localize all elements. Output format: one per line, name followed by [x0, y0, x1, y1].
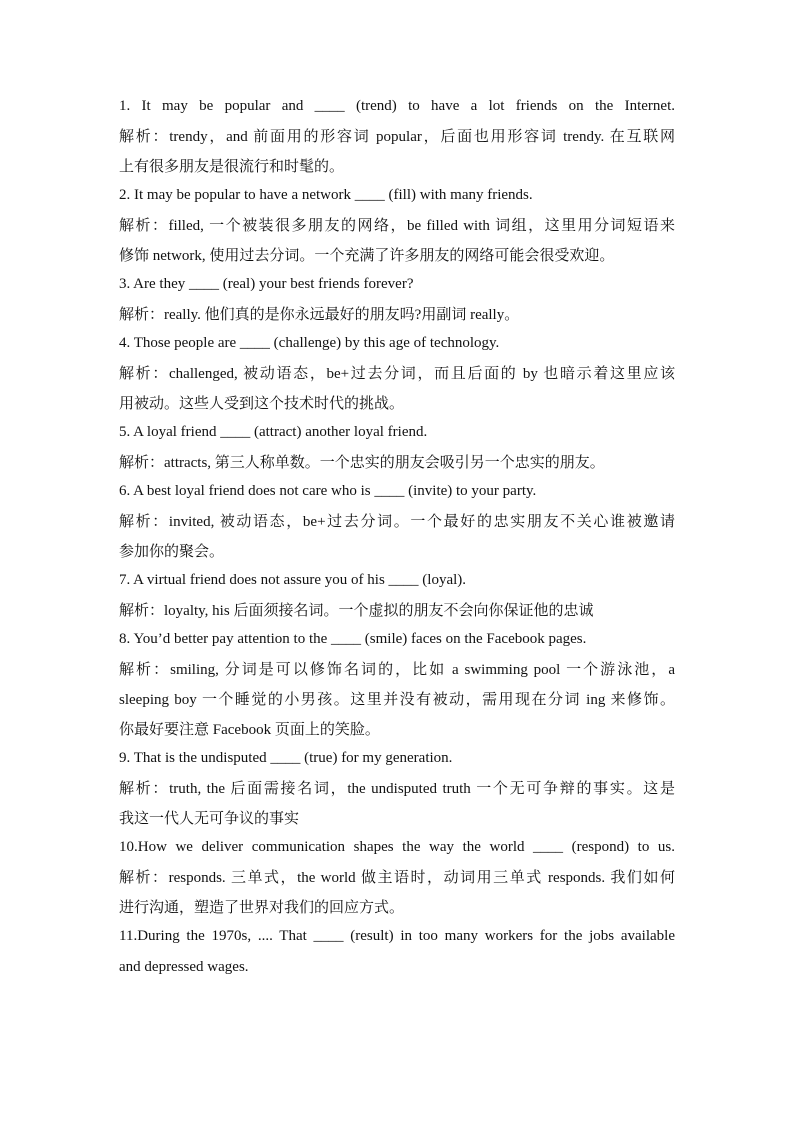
- answer-2-line-2: 修饰 network, 使用过去分词。一个充满了许多朋友的网络可能会很受欢迎。: [119, 248, 615, 264]
- answer-8-line-3: 你最好要注意 Facebook 页面上的笑脸。: [119, 722, 380, 738]
- question-10: 10.How we deliver communication shapes the way the world ____ (respond) to us.: [119, 839, 675, 855]
- answer-4-line-2: 用被动。这些人受到这个技术时代的挑战。: [119, 396, 405, 412]
- answer-5-line-1: 解析：attracts, 第三人称单数。一个忠实的朋友会吸引另一个忠实的朋友。: [119, 455, 605, 471]
- answer-11-line-1: and depressed wages.: [119, 959, 249, 975]
- question-11: 11.During the 1970s, .... That ____ (result) in too many workers for the jobs available: [119, 928, 675, 944]
- question-8: 8. You’d better pay attention to the ____ (smile) faces on the Facebook pages.: [119, 631, 587, 647]
- question-2: 2. It may be popular to have a network ____ (fill) with many friends.: [119, 187, 533, 203]
- answer-1-line-2: 上有很多朋友是很流行和时髦的。: [119, 159, 345, 175]
- question-5: 5. A loyal friend ____ (attract) another loyal friend.: [119, 424, 428, 440]
- question-7: 7. A virtual friend does not assure you of his ____ (loyal).: [119, 572, 467, 588]
- answer-7-line-1: 解析：loyalty, his 后面须接名词。一个虚拟的朋友不会向你保证他的忠诚: [119, 603, 594, 619]
- question-9: 9. That is the undisputed ____ (true) for my generation.: [119, 750, 453, 766]
- answer-8-line-2: sleeping boy 一个睡觉的小男孩。这里并没有被动，需用现在分词 ing 来修饰。: [119, 692, 675, 708]
- question-6: 6. A best loyal friend does not care who is ____ (invite) to your party.: [119, 483, 537, 499]
- question-3: 3. Are they ____ (real) your best friends forever?: [119, 276, 414, 292]
- answer-4-line-1: 解析：challenged, 被动语态，be+过去分词，而且后面的 by 也暗示着这里应该: [119, 366, 675, 382]
- answer-1-line-1: 解析：trendy，and 前面用的形容词 popular，后面也用形容词 trendy. 在互联网: [119, 129, 675, 145]
- answer-10-line-2: 进行沟通，塑造了世界对我们的回应方式。: [119, 900, 405, 916]
- answer-8-line-1: 解析：smiling, 分词是可以修饰名词的，比如 a swimming pool 一个游泳池，a: [119, 662, 675, 678]
- answer-6-line-2: 参加你的聚会。: [119, 544, 225, 560]
- answer-2-line-1: 解析：filled, 一个被装很多朋友的网络，be filled with 词组，这里用分词短语来: [119, 218, 675, 234]
- answer-10-line-1: 解析：responds. 三单式，the world 做主语时，动词用三单式 responds. 我们如何: [119, 870, 675, 886]
- answer-6-line-1: 解析：invited, 被动语态，be+过去分词。一个最好的忠实朋友不关心谁被邀请: [119, 514, 675, 530]
- answer-3-line-1: 解析：really. 他们真的是你永远最好的朋友吗?用副词 really。: [119, 307, 520, 323]
- answer-9-line-1: 解析：truth, the 后面需接名词，the undisputed truth 一个无可争辩的事实。这是: [119, 781, 675, 797]
- question-4: 4. Those people are ____ (challenge) by this age of technology.: [119, 335, 500, 351]
- answer-9-line-2: 我这一代人无可争议的事实: [119, 811, 300, 827]
- question-1: 1. It may be popular and ____ (trend) to have a lot friends on the Internet.: [119, 98, 675, 114]
- exercise-list: [119, 93, 675, 982]
